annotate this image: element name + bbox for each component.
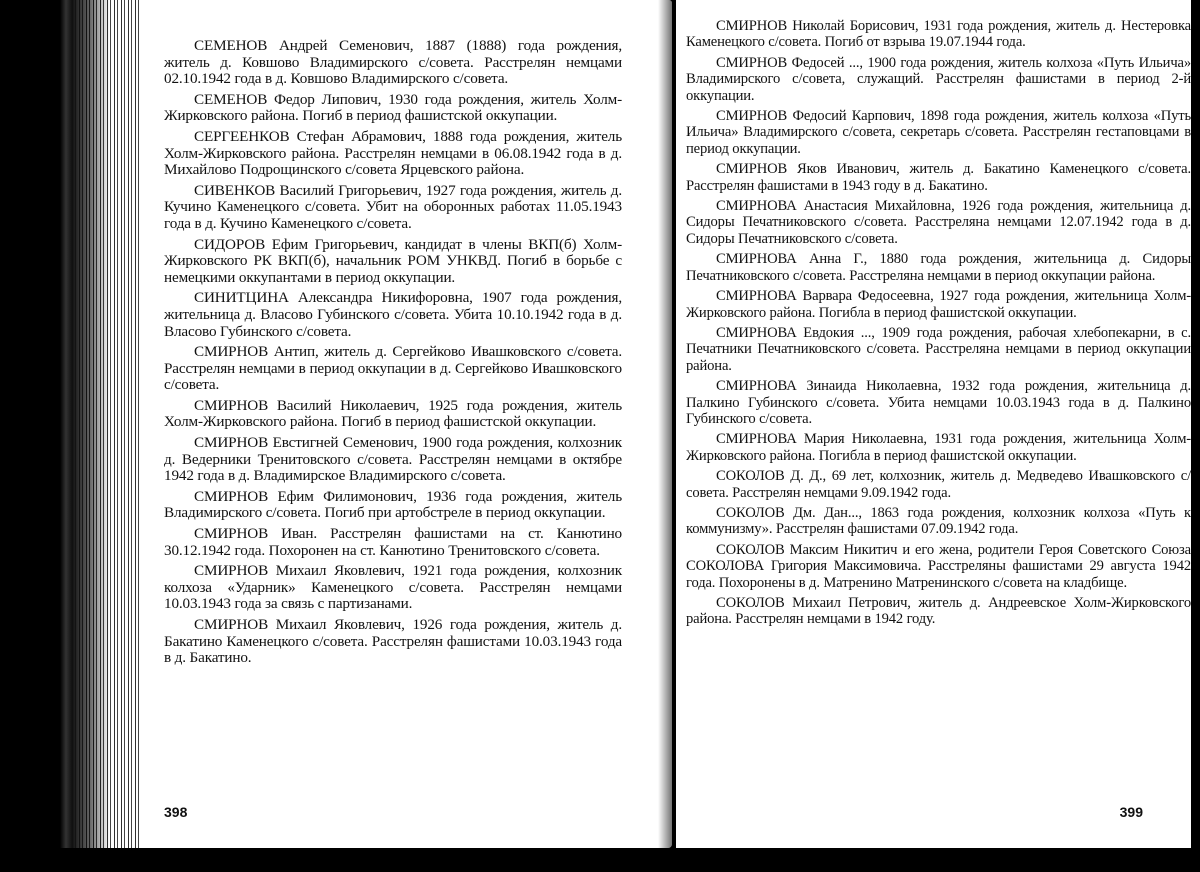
- entry-surname: СЕРГЕЕНКОВ: [194, 127, 290, 145]
- entry-surname: СМИРНОВ: [716, 108, 788, 125]
- entry-text: Максим Никитич и его жена, родители Героя Советского Союза СОКОЛОВА Григория Максимовича. Расстреляны фашистами 29 августа 1942 года. Похоронены в д. Матренино Матренинского с/совета на кладбище.: [686, 541, 1191, 591]
- list-item: [164, 398, 622, 431]
- entry-text: Иван. Расстрелян фашистами на ст. Канютино 30.12.1942 года. Похоронен на ст. Канютино Тренитовского с/совета.: [164, 525, 622, 559]
- entry-text: Дм. Дан..., 1863 года рождения, колхозник колхоза «Путь к коммунизму». Расстрелян фашистами 07.09.1942 года.: [686, 504, 1191, 538]
- entry-surname: СМИРНОВ: [716, 18, 788, 34]
- entry-surname: СМИРНОВА: [716, 378, 797, 395]
- entry-text: Мария Николаевна, 1931 года рождения, жительница Холм-Жирковского района. Погибла в период фашистской оккупации.: [686, 431, 1191, 464]
- entry-text: Федосей ..., 1900 года рождения, житель колхоза «Путь Ильича» Владимирского с/совета, служащий. Расстрелян фашистами в период 2-й оккупации.: [686, 54, 1191, 104]
- right-page: [676, 0, 1191, 848]
- entry-surname: СМИРНОВА: [716, 324, 797, 341]
- entry-surname: СИДОРОВ: [194, 235, 266, 253]
- entry-text: Василий Николаевич, 1925 года рождения, житель Холм-Жирковского района. Погиб в период фашистской оккупации.: [164, 396, 622, 431]
- entry-surname: СИВЕНКОВ: [194, 181, 276, 199]
- entry-surname: СМИРНОВА: [716, 288, 797, 305]
- list-item: [686, 505, 1191, 538]
- list-item: [686, 18, 1191, 51]
- entry-surname: СИНИТЦИНА: [194, 289, 289, 307]
- entry-text: Анастасия Михайловна, 1926 года рождения, жительница д. Сидоры Печатниковского с/совета. Расстреляна немцами 12.07.1942 года в д. Сидоры Печатниковского с/совета.: [686, 198, 1191, 247]
- list-item: [686, 251, 1191, 284]
- right-page-number: 399: [1119, 804, 1143, 820]
- list-item: [686, 468, 1191, 501]
- list-item: [686, 378, 1191, 427]
- list-item: [164, 38, 622, 88]
- entry-surname: СМИРНОВ: [194, 434, 269, 452]
- entry-surname: СЕМЕНОВ: [194, 37, 268, 54]
- entry-text: Николай Борисович, 1931 года рождения, житель д. Нестеровка Каменецкого с/совета. Погиб от взрыва 19.07.1944 года.: [686, 18, 1191, 51]
- list-item: [164, 435, 622, 485]
- left-page-number: 398: [164, 804, 188, 820]
- entry-text: Евдокия ..., 1909 года рождения, рабочая хлебопекарни, в с. Печатники Печатниковского с/совета. Расстреляна немцами в период оккупации района.: [686, 324, 1191, 374]
- list-item: [164, 290, 622, 340]
- entry-surname: СЕМЕНОВ: [194, 90, 268, 108]
- list-item: [686, 161, 1191, 194]
- list-item: [686, 325, 1191, 374]
- entry-text: Яков Иванович, житель д. Бакатино Каменецкого с/совета. Расстрелян фашистами в 1943 году в д. Бакатино.: [686, 161, 1191, 194]
- list-item: [164, 617, 622, 667]
- entry-text: Евстигней Семенович, 1900 года рождения, колхозник д. Ведерники Тренитовского с/совета. Расстрелян немцами в октябре 1942 года в д. Владимирское Владимирского с/совета.: [164, 434, 622, 485]
- entry-text: Михаил Яковлевич, 1926 года рождения, житель д. Бакатино Каменецкого с/совета. Расстрелян фашистами 10.03.1943 года в д. Бакатино.: [164, 616, 622, 667]
- left-page: [72, 0, 672, 848]
- list-item: [164, 237, 622, 287]
- entry-text: Анна Г., 1880 года рождения, жительница д. Сидоры Печатниковского с/совета. Расстреляна немцами в период оккупации района.: [686, 251, 1191, 284]
- entry-surname: СМИРНОВ: [194, 396, 269, 414]
- list-item: [164, 129, 622, 179]
- entry-surname: СМИРНОВ: [716, 161, 788, 178]
- entry-surname: СОКОЛОВ: [716, 504, 785, 521]
- list-item: [686, 288, 1191, 321]
- entry-text: Михаил Петрович, житель д. Андреевское Холм-Жирковского района. Расстрелян немцами в 1942 году.: [686, 595, 1191, 628]
- entry-surname: СМИРНОВ: [716, 54, 788, 71]
- entry-surname: СОКОЛОВ: [716, 595, 785, 611]
- entry-text: Андрей Семенович, 1887 (1888) года рождения, житель д. Ковшово Владимирского с/совета. Расстрелян немцами 02.10.1942 года в д. Ковшово Владимирского с/совета.: [164, 37, 622, 88]
- list-item: [164, 183, 622, 233]
- entry-text: Антип, житель д. Сергейково Ивашковского с/совета. Расстрелян немцами в период оккупации в д. Сергейково Ивашковского с/совета.: [164, 343, 622, 394]
- entry-surname: СМИРНОВ: [194, 487, 269, 505]
- entry-surname: СМИРНОВА: [716, 251, 797, 268]
- entry-surname: СМИРНОВ: [194, 562, 269, 580]
- entry-text: Стефан Абрамович, 1888 года рождения, житель Холм-Жирковского района. Расстрелян немцами в 06.08.1942 года в д. Михайлово Подрощинского с/совета Ярцевского района.: [164, 127, 622, 179]
- entry-text: Д. Д., 69 лет, колхозник, житель д. Медведево Ивашковского с/совета. Расстрелян немцами 9.09.1942 года.: [686, 468, 1191, 501]
- entry-surname: СМИРНОВА: [716, 431, 797, 448]
- entry-surname: СМИРНОВ: [194, 525, 269, 543]
- entry-text: Михаил Яковлевич, 1921 года рождения, колхозник колхоза «Ударник» Каменецкого с/совета. Расстрелян немцами 10.03.1943 года за связь с партизанами.: [164, 562, 622, 613]
- list-item: [686, 198, 1191, 247]
- entry-surname: СМИРНОВ: [194, 616, 269, 633]
- entry-text: Зинаида Николаевна, 1932 года рождения, жительница д. Палкино Губинского с/совета. Убита немцами 10.03.1943 года в д. Палкино Губинского с/совета.: [686, 378, 1191, 427]
- entry-text: Ефим Филимонович, 1936 года рождения, житель Владимирского с/совета. Погиб при артобстреле в период оккупации.: [164, 487, 622, 522]
- list-item: [164, 526, 622, 559]
- entry-text: Александра Никифоровна, 1907 года рождения, жительница д. Власово Губинского с/совета. Убита 10.10.1942 года в д. Власово Губинского с/совета.: [164, 289, 622, 340]
- left-page-entries: [164, 38, 622, 667]
- list-item: [164, 563, 622, 613]
- list-item: [686, 595, 1191, 628]
- scan-bottom-edge: [0, 848, 1200, 872]
- list-item: [686, 431, 1191, 464]
- list-item: [686, 55, 1191, 104]
- entry-text: Василий Григорьевич, 1927 года рождения, житель д. Кучино Каменецкого с/совета. Убит на оборонных работах 11.05.1943 года в д. Кучино Каменецкого с/совета.: [164, 181, 622, 232]
- list-item: [164, 344, 622, 394]
- entry-text: Варвара Федосеевна, 1927 года рождения, жительница Холм-Жирковского района. Погибла в период фашистской оккупации.: [686, 288, 1191, 321]
- entry-text: Федосий Карпович, 1898 года рождения, житель колхоза «Путь Ильича» Владимирского с/совета, секретарь с/совета. Расстрелян гестаповцами в период оккупации.: [686, 108, 1191, 157]
- entry-surname: СОКОЛОВ: [716, 468, 785, 485]
- list-item: [164, 489, 622, 522]
- entry-text: Федор Липович, 1930 года рождения, житель Холм-Жирковского района. Погиб в период фашистской оккупации.: [164, 90, 622, 125]
- list-item: [164, 92, 622, 125]
- list-item: [686, 542, 1191, 591]
- entry-text: Ефим Григорьевич, кандидат в члены ВКП(б) Холм-Жирковского РК ВКП(б), начальник РОМ УНКВД. Погиб в борьбе с немецкими оккупантами в период оккупации.: [164, 235, 622, 286]
- entry-surname: СМИРНОВА: [716, 198, 797, 215]
- scan-right-edge: [1191, 0, 1200, 872]
- entry-surname: СМИРНОВ: [194, 343, 269, 361]
- entry-surname: СОКОЛОВ: [716, 541, 785, 558]
- list-item: [686, 108, 1191, 157]
- right-page-entries: [686, 18, 1191, 628]
